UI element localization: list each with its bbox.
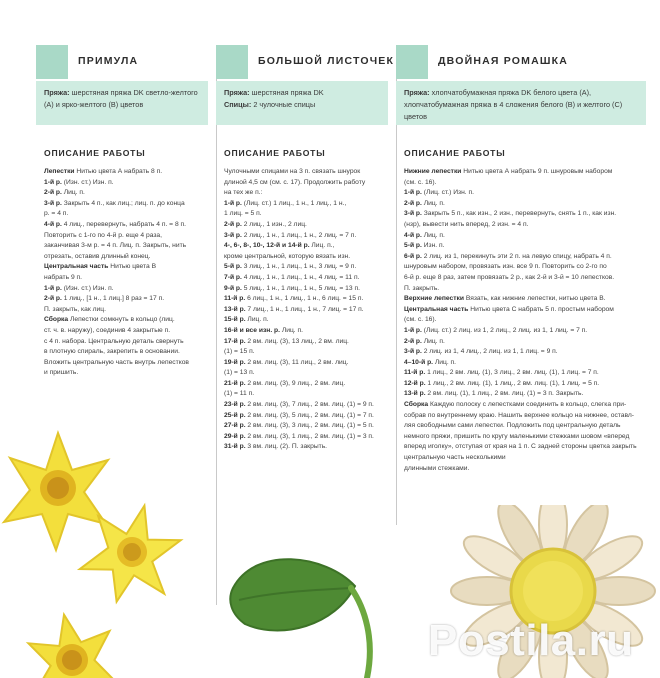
instruction-text: Лиц. п. — [421, 337, 445, 345]
instruction-step: 21-й р. — [224, 379, 246, 387]
instruction-text: 1 лиц. = 5 п. — [224, 210, 262, 218]
instruction-line — [44, 209, 214, 220]
instruction-line — [44, 199, 214, 210]
yarn-box — [216, 81, 388, 125]
instruction-text: 1 лиц., 2 вм. лиц. (1), 3 лиц., 2 вм. лиц. (1), 1 лиц. = 7 п. — [425, 369, 599, 377]
instruction-line — [224, 241, 394, 252]
instruction-line — [224, 178, 394, 189]
instruction-step: Сборка — [404, 401, 429, 409]
instruction-line — [404, 284, 654, 295]
instruction-line — [224, 305, 394, 316]
instruction-line — [404, 432, 654, 443]
needles-label: Спицы: — [224, 100, 252, 109]
instruction-text: 1 лиц., [1 н., 1 лиц.] 8 раз = 17 п. — [61, 295, 165, 303]
instruction-step: 4-й р. — [44, 220, 62, 228]
instruction-line — [44, 273, 214, 284]
instruction-text: (см. с. 16). — [404, 316, 437, 324]
instruction-step: Лепестки — [44, 168, 75, 175]
instruction-line — [404, 273, 654, 284]
instruction-step: Нижние лепестки — [404, 168, 462, 175]
instruction-text: (нзр), вывести нить вперед, 2 изн. = 4 п. — [404, 220, 529, 228]
yarn-label: Пряжа: — [44, 88, 70, 97]
instruction-text: и пришить. — [44, 369, 79, 377]
instruction-step: Сборка — [44, 316, 69, 324]
instruction-step: 1-й р. — [44, 178, 62, 186]
yarn-box — [396, 81, 646, 125]
instruction-text: Лиц. п. — [421, 199, 445, 207]
instructions — [44, 167, 214, 379]
leaf-photo — [225, 548, 375, 678]
instruction-line — [404, 368, 654, 379]
instruction-text: 2 вм. лиц. (3), 11 лиц., 2 вм. лиц. — [245, 358, 349, 366]
instruction-text: 4 лиц., 1 н., 1 лиц., 1 н., 4 лиц. = 11 п. — [241, 273, 360, 281]
instruction-line — [224, 432, 394, 443]
instruction-text: ст. ч. в. наружу), соединив 4 закрытые п. — [44, 326, 171, 334]
instruction-line — [404, 241, 654, 252]
instruction-text: на тех же п.: — [224, 189, 263, 197]
instruction-text: р. = 4 п. — [44, 210, 69, 218]
instruction-step: 2-й р. — [44, 295, 62, 303]
instruction-text: Лиц. п. — [433, 358, 457, 366]
instruction-text: 2 вм. лиц. (3), 7 лиц., 2 вм. лиц. (1) = 9 п. — [245, 401, 374, 409]
instruction-step: 27-й р. — [224, 422, 246, 430]
instruction-text: Вложить центральную часть внутрь лепестков — [44, 358, 189, 366]
instruction-line — [224, 326, 394, 337]
instruction-text: П. закрыть. — [404, 284, 440, 292]
primrose-photo — [0, 430, 200, 678]
instruction-line — [224, 262, 394, 273]
instruction-line — [404, 464, 654, 475]
instruction-text: (см. с. 16). — [404, 178, 437, 186]
instruction-step: 5-й р. — [224, 263, 242, 271]
instruction-line — [404, 209, 654, 220]
instruction-text: 2 вм. лиц. (3), 3 лиц., 2 вм. лиц. (1) = 5 п. — [245, 422, 374, 430]
instruction-line — [404, 326, 654, 337]
instruction-line — [404, 188, 654, 199]
instruction-line — [404, 167, 654, 178]
instruction-text: (Изн. ст.) Изн. п. — [61, 284, 114, 292]
instruction-line — [44, 358, 214, 369]
instruction-text: (Лиц. ст.) 2 лиц. из 1, 2 лиц., 2 лиц. из 1, 1 лиц. = 7 п. — [421, 326, 588, 334]
instruction-text: 2 вм. лиц. (3), 1 лиц., 2 вм. лиц. (1) = 3 п. — [245, 432, 374, 440]
instruction-text: ляя свободными сами лепестки. Подложить под центральную деталь — [404, 422, 621, 430]
instruction-line — [404, 421, 654, 432]
instruction-text: 2 вм. лиц. (3), 5 лиц., 2 вм. лиц. (1) = 7 п. — [245, 411, 374, 419]
instruction-line — [404, 337, 654, 348]
instruction-line — [224, 284, 394, 295]
instruction-line — [404, 411, 654, 422]
instruction-step: 3-й р. — [224, 231, 242, 239]
instruction-line — [224, 188, 394, 199]
instruction-text: Нитью цвета В — [108, 263, 157, 271]
instruction-text: 6 лиц., 1 н., 1 лиц., 1 н., 6 лиц. = 15 п. — [245, 295, 364, 303]
instruction-line — [404, 379, 654, 390]
instruction-line — [404, 442, 654, 453]
instruction-step: 13-й р. — [404, 390, 426, 398]
instruction-text: 3 лиц., 1 н., 1 лиц., 1 н., 3 лиц. = 9 п. — [241, 263, 357, 271]
instruction-line — [44, 262, 214, 273]
instruction-step: Центральная часть — [44, 263, 109, 271]
instruction-line — [224, 379, 394, 390]
instruction-text: длинными стежками. — [404, 464, 470, 472]
instruction-step: 16-й и все изн. р. — [224, 326, 280, 334]
yarn-label: Пряжа: — [404, 88, 430, 97]
instruction-text: (1) = 11 п. — [224, 390, 255, 398]
instruction-line — [224, 209, 394, 220]
color-swatch — [396, 45, 428, 79]
yarn-label: Пряжа: — [224, 88, 250, 97]
pattern-title: БОЛЬШОЙ ЛИСТОЧЕК — [258, 55, 395, 67]
instruction-line — [44, 368, 214, 379]
instruction-text: немного пряжи, пришить по кругу маленькими стежками шовом «вперед — [404, 432, 630, 440]
color-swatch — [216, 45, 248, 79]
instruction-line — [404, 315, 654, 326]
instruction-step: 15-й р. — [224, 316, 246, 324]
instruction-line — [44, 326, 214, 337]
instruction-text: собрав по внутреннему краю. Нашить верхнее кольцо на нижнее, оставл- — [404, 411, 635, 419]
instruction-line — [404, 400, 654, 411]
instruction-line — [44, 241, 214, 252]
instruction-line — [44, 294, 214, 305]
instruction-step: 4–10-й р. — [404, 358, 434, 366]
instruction-step: 23-й р. — [224, 401, 246, 409]
instruction-line — [44, 315, 214, 326]
instruction-line — [404, 262, 654, 273]
instruction-text: 2 лиц., 1 н., 1 лиц., 1 н., 2 лиц. = 7 п. — [241, 231, 357, 239]
instruction-step: 2-й р. — [404, 199, 422, 207]
instruction-text: 2 вм. лиц. (3), 9 лиц., 2 вм. лиц. — [245, 379, 346, 387]
instruction-text: П. закрыть, как лиц. — [44, 305, 106, 313]
instruction-text: (Лиц. ст.) Изн. п. — [421, 189, 474, 197]
instruction-text: Изн. п. — [421, 242, 445, 250]
instructions — [224, 167, 394, 453]
instruction-text: 4 лиц., перевернуть, набрать 4 п. = 8 п. — [61, 220, 187, 228]
instruction-step: 13-й р. — [224, 305, 246, 313]
instruction-line — [224, 167, 394, 178]
instruction-line — [224, 442, 394, 453]
instruction-step: 3-й р. — [44, 199, 62, 207]
pattern-title: ДВОЙНАЯ РОМАШКА — [438, 55, 569, 67]
instruction-step: 1-й р. — [224, 199, 242, 207]
instruction-line — [224, 252, 394, 263]
instruction-text: 2 вм. лиц. (1), 1 лиц., 2 вм. лиц. (1) = 3 п. Закрыть. — [425, 390, 584, 398]
instruction-text: 6-й р. еще 8 раз, затем провязать 2 р., как 2-й и 3-й = 10 лепестков. — [404, 273, 615, 281]
instruction-line — [224, 273, 394, 284]
instruction-text: Лиц. п. — [61, 189, 85, 197]
instruction-step: Верхние лепестки — [404, 295, 464, 303]
instruction-line — [44, 167, 214, 178]
instruction-line — [44, 337, 214, 348]
instruction-step: 5-й р. — [404, 242, 422, 250]
instruction-step: 11-й р. — [224, 295, 246, 303]
instruction-line — [44, 188, 214, 199]
instruction-line — [224, 337, 394, 348]
instruction-text: Нитью цвета А набрать 9 п. шнуровым набором — [461, 168, 613, 175]
section-heading: ОПИСАНИЕ РАБОТЫ — [224, 148, 326, 158]
instruction-text: 1 лиц., 2 вм. лиц. (1), 1 лиц., 2 вм. лиц. (1), 1 лиц. = 5 п. — [425, 379, 600, 387]
instruction-step: 7-й р. — [224, 273, 242, 281]
instruction-step: 17-й р. — [224, 337, 246, 345]
instruction-step: 4-, 6-, 8-, 10-, 12-й и 14-й р. — [224, 242, 310, 250]
instruction-step: 2-й р. — [44, 189, 62, 197]
instruction-step: 2-й р. — [224, 220, 242, 228]
instruction-line — [404, 347, 654, 358]
primrose-flower — [21, 607, 122, 678]
instruction-text: с 4 п. набора. Центральную деталь свернуть — [44, 337, 184, 345]
instruction-text: Закрыть 4 п., как лиц.; лиц. п. до конца — [61, 199, 185, 207]
instruction-text: 2 вм. лиц. (3), 13 лиц., 2 вм. лиц. — [245, 337, 349, 345]
instruction-line — [404, 178, 654, 189]
instruction-line — [404, 231, 654, 242]
instruction-text: Лиц. п. — [421, 231, 445, 239]
instruction-text: центральную часть несколькими — [404, 454, 506, 462]
instruction-text: (1) = 15 п. — [224, 348, 255, 356]
instruction-text: кроме центральной, которую вязать изн. — [224, 252, 351, 260]
instruction-line — [44, 178, 214, 189]
yarn-text: хлопчатобумажная пряжа DK белого цвета (А), хлопчатобумажная пряжа в 4 сложения белого (В) и желтого (С) цветов — [404, 88, 623, 121]
instruction-text: длиной 4,5 см (см. с. 17). Продолжить работу — [224, 178, 366, 186]
instruction-step: 1-й р. — [44, 284, 62, 292]
instruction-text: Нитью цвета С набрать 5 п. простым набором — [468, 305, 614, 313]
instruction-text: заканчивая 3-м р. = 4 п. Лиц. п. Закрыть, нить — [44, 242, 187, 250]
section-heading: ОПИСАНИЕ РАБОТЫ — [44, 148, 146, 158]
instruction-step: 29-й р. — [224, 432, 246, 440]
instruction-step: 6-й р. — [404, 252, 422, 260]
instruction-line — [224, 347, 394, 358]
instruction-step: 25-й р. — [224, 411, 246, 419]
instruction-line — [224, 315, 394, 326]
instruction-step: 12-й р. — [404, 379, 426, 387]
instruction-text: Чулочными спицами на 3 п. связать шнурок — [224, 168, 361, 175]
instruction-line — [224, 220, 394, 231]
instruction-text: (1) = 13 п. — [224, 369, 255, 377]
instruction-line — [404, 453, 654, 464]
instruction-step: 1-й р. — [404, 189, 422, 197]
instruction-text: шнуровым набором, провязать изн. все 9 п. Повторить со 2-го по — [404, 263, 607, 271]
section-heading: ОПИСАНИЕ РАБОТЫ — [404, 148, 506, 158]
instruction-line — [404, 252, 654, 263]
instruction-step: 3-й р. — [404, 348, 422, 356]
instruction-text: Нитью цвета А набрать 8 п. — [74, 168, 163, 175]
instruction-text: (Лиц. ст.) 1 лиц., 1 н., 1 лиц., 1 н., — [241, 199, 347, 207]
instruction-line — [224, 411, 394, 422]
instruction-step: 31-й р. — [224, 443, 246, 451]
color-swatch — [36, 45, 68, 79]
instruction-text: отрезать, оставив длинный конец. — [44, 252, 151, 260]
instruction-text: Вязать, как нижние лепестки, нитью цвета В. — [464, 295, 606, 303]
instruction-line — [44, 347, 214, 358]
instruction-text: 2 лиц. из 1, 4 лиц., 2 лиц. из 1, 1 лиц. = 9 п. — [421, 348, 558, 356]
instruction-line — [224, 400, 394, 411]
instruction-line — [404, 389, 654, 400]
instruction-line — [404, 220, 654, 231]
header-leaf — [216, 45, 396, 79]
instruction-text: Повторить с 1-го по 4-й р. еще 4 раза, — [44, 231, 162, 239]
instruction-text: Лиц. п. — [245, 316, 269, 324]
instruction-text: Лепестки сомкнуть в кольцо (лиц. — [68, 316, 175, 324]
instruction-line — [224, 199, 394, 210]
instruction-text: вперед иголку», отступая от края на 1 п. С задней стороны цветка закрыть — [404, 443, 637, 451]
instruction-line — [224, 389, 394, 400]
instruction-text: 3 вм. лиц. (2). П. закрыть. — [245, 443, 328, 451]
instruction-line — [44, 284, 214, 295]
instruction-line — [404, 305, 654, 316]
instruction-step: 2-й р. — [404, 337, 422, 345]
instruction-step: 9-й р. — [224, 284, 242, 292]
instruction-line — [224, 294, 394, 305]
instruction-text: Каждую полоску с лепестками соединить в кольцо, слегка при- — [428, 401, 627, 409]
instruction-step: 11-й р. — [404, 369, 426, 377]
header-daisy — [396, 45, 660, 79]
instruction-line — [404, 358, 654, 369]
instruction-text: 2 лиц., 1 изн., 2 лиц. — [241, 220, 307, 228]
instruction-step: 3-й р. — [404, 210, 422, 218]
yarn-box — [36, 81, 208, 125]
instruction-text: набрать 9 п. — [44, 273, 82, 281]
instruction-text: 5 лиц., 1 н., 1 лиц., 1 н., 5 лиц. = 13 п. — [241, 284, 360, 292]
instruction-line — [224, 368, 394, 379]
primrose-flower — [4, 433, 108, 550]
instruction-line — [224, 358, 394, 369]
instruction-line — [44, 220, 214, 231]
yarn-text: шерстяная пряжа DK светло-желтого (А) и ярко-желтого (В) цветов — [44, 88, 198, 109]
instruction-text: в плотную спираль, закрепить в основании. — [44, 348, 180, 356]
yarn-text: шерстяная пряжа DK — [249, 88, 324, 97]
instruction-step: Центральная часть — [404, 305, 469, 313]
instruction-line — [404, 199, 654, 210]
instruction-text: Закрыть 5 п., как изн., 2 изн., перевернуть, снять 1 п., как изн. — [421, 210, 617, 218]
instruction-text: (Изн. ст.) Изн. п. — [61, 178, 114, 186]
instruction-step: 4-й р. — [404, 231, 422, 239]
instruction-line — [404, 294, 654, 305]
watermark: Postila.ru — [428, 616, 634, 665]
pattern-title: ПРИМУЛА — [78, 55, 139, 67]
instruction-line — [44, 305, 214, 316]
instructions — [404, 167, 654, 474]
instruction-text: 2 лиц. из 1, перекинуть эти 2 п. на левую спицу, набрать 4 п. — [421, 252, 612, 260]
instruction-line — [44, 252, 214, 263]
instruction-step: 19-й р. — [224, 358, 246, 366]
instruction-text: Лиц. п. — [279, 326, 303, 334]
instruction-text: 7 лиц., 1 н., 1 лиц., 1 н., 7 лиц. = 17 п. — [245, 305, 364, 313]
instruction-line — [44, 231, 214, 242]
instruction-step: 1-й р. — [404, 326, 422, 334]
instruction-text: Лиц. п., — [309, 242, 335, 250]
needles-text: 2 чулочные спицы — [251, 100, 316, 109]
instruction-line — [224, 231, 394, 242]
instruction-line — [224, 421, 394, 432]
header-primula — [36, 45, 216, 79]
